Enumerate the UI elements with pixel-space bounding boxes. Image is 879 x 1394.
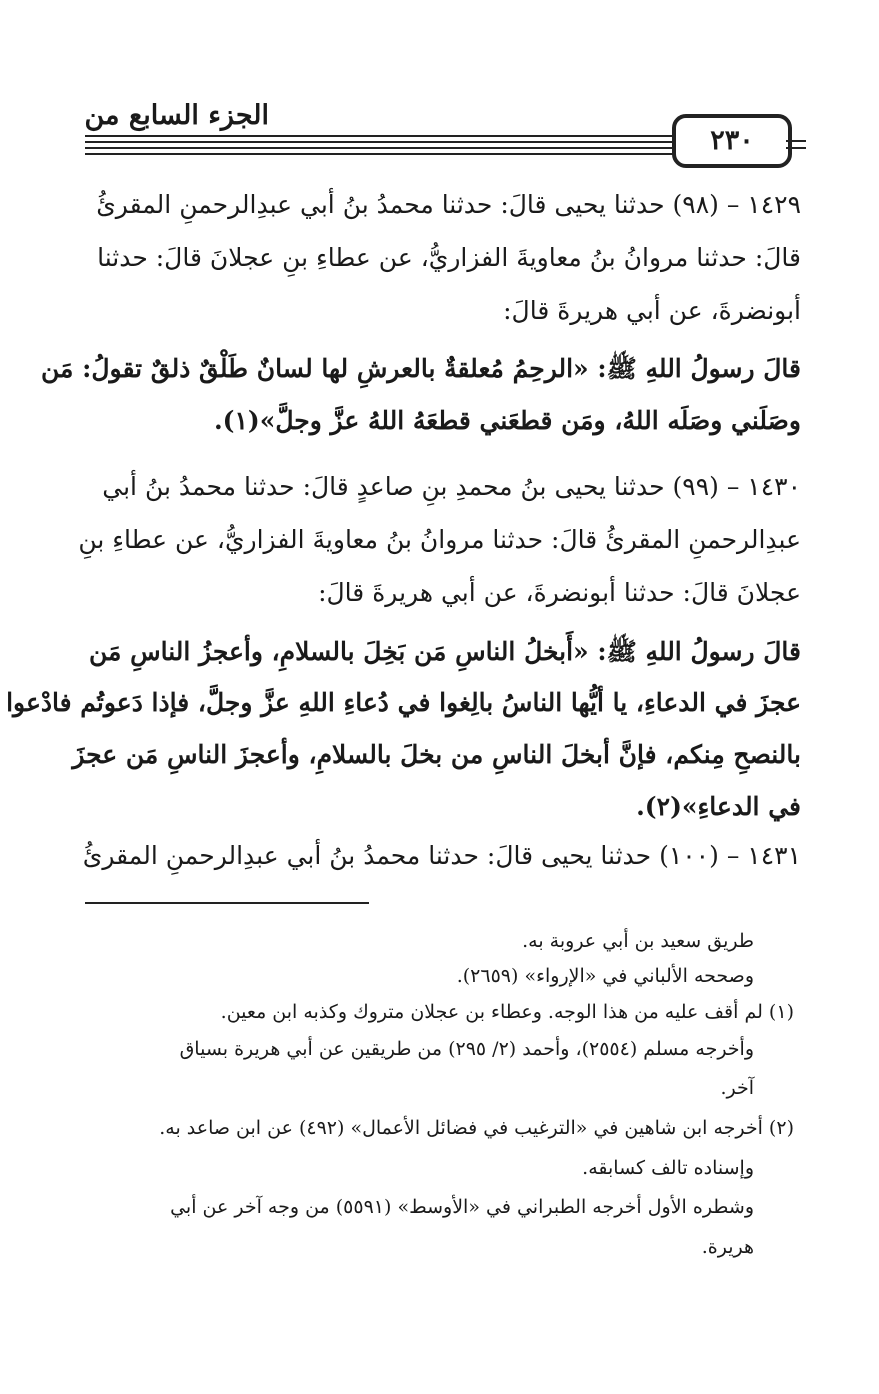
header-rule-2 xyxy=(85,141,675,143)
header-rule-right-2 xyxy=(786,147,806,149)
entry-1431-line-1: ١٤٣١ – (١٠٠) حدثنا يحيى قالَ: حدثنا محمدُ بنُ أبي عبدِالرحمنِ المقرئُ xyxy=(82,841,801,870)
header-rule-1 xyxy=(85,135,675,137)
header-rule-3 xyxy=(85,147,675,149)
entry-1430-line-1: ١٤٣٠ – (٩٩) حدثنا يحيى بنُ محمدِ بنِ صاعدٍ قالَ: حدثنا محمدُ بنُ أبي xyxy=(102,472,801,501)
header-rule-4 xyxy=(85,153,675,155)
running-header: الجزء السابع من xyxy=(84,100,269,131)
footnote-line-9: هريرة. xyxy=(701,1236,754,1258)
entry-1429-line-2: قالَ: حدثنا مروانُ بنُ معاويةَ الفزاريُّ، عن عطاءِ بنِ عجلانَ قالَ: حدثنا xyxy=(97,243,801,272)
entry-1430-line-2: عبدِالرحمنِ المقرئُ قالَ: حدثنا مروانُ بنُ معاويةَ الفزاريُّ، عن عطاءِ بنِ xyxy=(78,525,801,554)
hadith-1430-line-2: عجزَ في الدعاءِ، يا أيُّها الناسُ بالِغوا في دُعاءِ اللهِ عزَّ وجلَّ، فإذا دَعوتُم فادْعوا xyxy=(6,688,801,717)
hadith-1429-line-2: وصَلَني وصَلَه اللهُ، ومَن قطعَني قطعَهُ اللهُ عزَّ وجلَّ»(١). xyxy=(213,406,801,435)
footnote-line-3: (١) لم أقف عليه من هذا الوجه. وعطاء بن عجلان متروك وكذبه ابن معين. xyxy=(220,1001,794,1023)
entry-1429-line-1: ١٤٢٩ – (٩٨) حدثنا يحيى قالَ: حدثنا محمدُ بنُ أبي عبدِالرحمنِ المقرئُ xyxy=(96,190,801,219)
hadith-1429-line-1: قالَ رسولُ اللهِ ﷺ: «الرحِمُ مُعلقةٌ بالعرشِ لها لسانٌ طَلْقٌ ذلقٌ تقولُ: مَن xyxy=(41,354,801,383)
hadith-1430-line-3: بالنصحِ مِنكم، فإنَّ أبخلَ الناسِ من بخلَ بالسلامِ، وأعجزَ الناسِ مَن عجزَ xyxy=(72,740,801,769)
footnote-line-7: وإسناده تالف كسابقه. xyxy=(582,1157,754,1179)
footnote-line-1: طريق سعيد بن أبي عروبة به. xyxy=(522,930,754,952)
footnote-line-6: (٢) أخرجه ابن شاهين في «الترغيب في فضائل الأعمال» (٤٩٢) عن ابن صاعد به. xyxy=(159,1117,794,1139)
entry-1429-line-3: أبونضرةَ، عن أبي هريرةَ قالَ: xyxy=(503,296,801,325)
footnote-line-4: وأخرجه مسلم (٢٥٥٤)، وأحمد (٢/ ٢٩٥) من طريقين عن أبي هريرة بسياق xyxy=(179,1038,754,1060)
page-number: ٢٣٠ xyxy=(672,114,792,168)
hadith-1430-line-1: قالَ رسولُ اللهِ ﷺ: «أَبخلُ الناسِ مَن بَخِلَ بالسلامِ، وأعجزُ الناسِ مَن xyxy=(88,637,801,666)
footnote-line-5: آخر. xyxy=(720,1077,754,1099)
footnote-separator xyxy=(85,902,369,904)
entry-1430-line-3: عجلانَ قالَ: حدثنا أبونضرةَ، عن أبي هريرةَ قالَ: xyxy=(318,578,801,607)
header-rule-right-1 xyxy=(786,140,806,142)
footnote-line-2: وصححه الألباني في «الإرواء» (٢٦٥٩). xyxy=(456,965,754,987)
hadith-1430-line-4: في الدعاءِ»(٢). xyxy=(636,792,801,821)
footnote-line-8: وشطره الأول أخرجه الطبراني في «الأوسط» (٥٥٩١) من وجه آخر عن أبي xyxy=(170,1196,754,1218)
